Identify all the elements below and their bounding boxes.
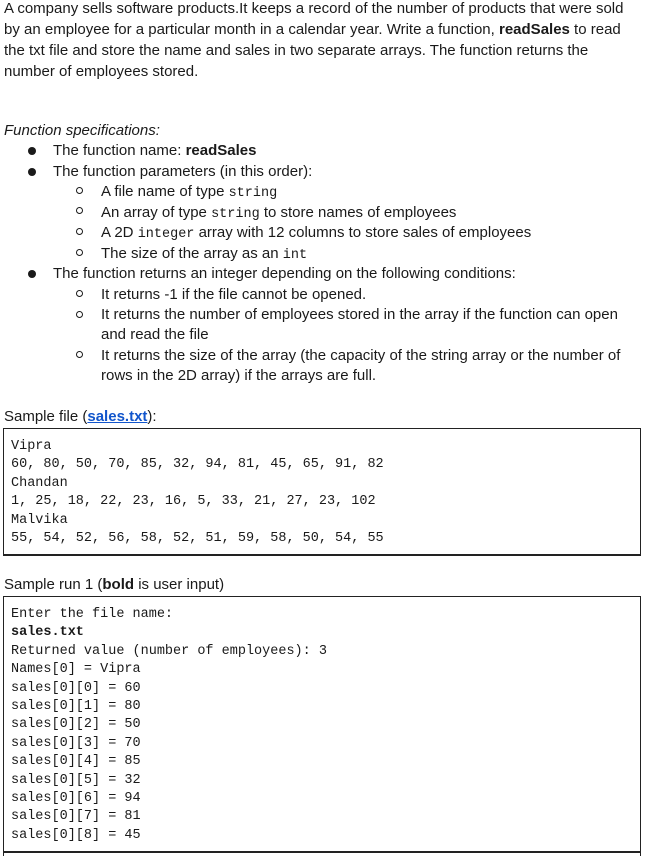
run-line: Enter the file name: — [11, 607, 174, 622]
bullet-icon — [28, 168, 36, 176]
file-line: 60, 80, 50, 70, 85, 32, 94, 81, 45, 65, 91, 82 — [11, 457, 384, 473]
file-line: Vipra — [11, 439, 52, 454]
param-item: A file name of type string — [101, 183, 278, 201]
sub-bullet-icon — [76, 311, 83, 318]
run-line: Names[0] = Vipra — [11, 662, 141, 678]
file-line: Malvika — [11, 512, 68, 528]
bullet-icon — [28, 270, 36, 278]
run-line: sales[0][7] = 81 — [11, 809, 141, 825]
run-line: sales[0][2] = 50 — [11, 717, 141, 733]
file-line: 1, 25, 18, 22, 23, 16, 5, 33, 21, 27, 23, 102 — [11, 494, 376, 510]
run-line: sales[0][5] = 32 — [11, 772, 141, 788]
file-line: 55, 54, 52, 56, 58, 52, 51, 59, 58, 50, 54, 55 — [11, 531, 384, 547]
sub-bullet-icon — [76, 228, 83, 235]
bullet-icon — [28, 147, 36, 155]
sample-file-heading: Sample file (sales.txt): — [4, 408, 157, 425]
sample-run-box — [3, 596, 641, 856]
return-item: It returns the number of employees stored in the array if the function can open and read the file — [101, 306, 618, 343]
spec-returns-label: The function returns an integer depending on the following conditions: — [53, 265, 516, 282]
sample-run-heading: Sample run 1 (bold is user input) — [4, 576, 225, 593]
spec-params-label: The function parameters (in this order): — [53, 163, 313, 180]
sub-bullet-icon — [76, 207, 83, 214]
spec-title: Function specifications: — [4, 122, 160, 139]
param-item: A 2D integer array with 12 columns to store sales of employees — [101, 224, 532, 242]
sub-bullet-icon — [76, 290, 83, 297]
sub-bullet-icon — [76, 249, 83, 256]
run-line: sales[0][3] = 70 — [11, 735, 141, 751]
run-line: sales[0][0] = 60 — [11, 680, 141, 696]
intro-text-1: A company sells software products.It keeps a record of the number of products that were sold by an employee for a particular month in a calendar year. Write a function, — [4, 0, 624, 38]
run-line: Returned value (number of employees): 3 — [11, 643, 327, 659]
intro-text-2: to read the txt file and store the name and sales in two separate arrays. The function returns the number of employees stored. — [4, 21, 621, 80]
param-item: An array of type string to store names of employees — [101, 204, 457, 222]
sales-file-link[interactable]: sales.txt — [87, 408, 148, 425]
run-line: sales[0][8] = 45 — [11, 827, 141, 843]
return-item: It returns the size of the array (the capacity of the string array or the number of rows in the 2D array) if the arrays are full. — [101, 347, 621, 384]
param-item: The size of the array as an int — [101, 245, 308, 263]
run-line: sales[0][1] = 80 — [11, 699, 141, 715]
spec-function-name: The function name: readSales — [53, 142, 257, 159]
sub-bullet-icon — [76, 351, 83, 358]
run-line: sales[0][6] = 94 — [11, 791, 141, 807]
intro-paragraph — [4, 0, 636, 82]
run-user-input: sales.txt — [11, 625, 84, 641]
box-bottom-border — [3, 851, 641, 853]
sample-file-box — [3, 428, 641, 556]
return-item: It returns -1 if the file cannot be opened. — [101, 286, 367, 303]
intro-function-name: readSales — [499, 21, 570, 38]
sub-bullet-icon — [76, 187, 83, 194]
run-line: sales[0][4] = 85 — [11, 754, 141, 770]
file-line: Chandan — [11, 475, 68, 491]
